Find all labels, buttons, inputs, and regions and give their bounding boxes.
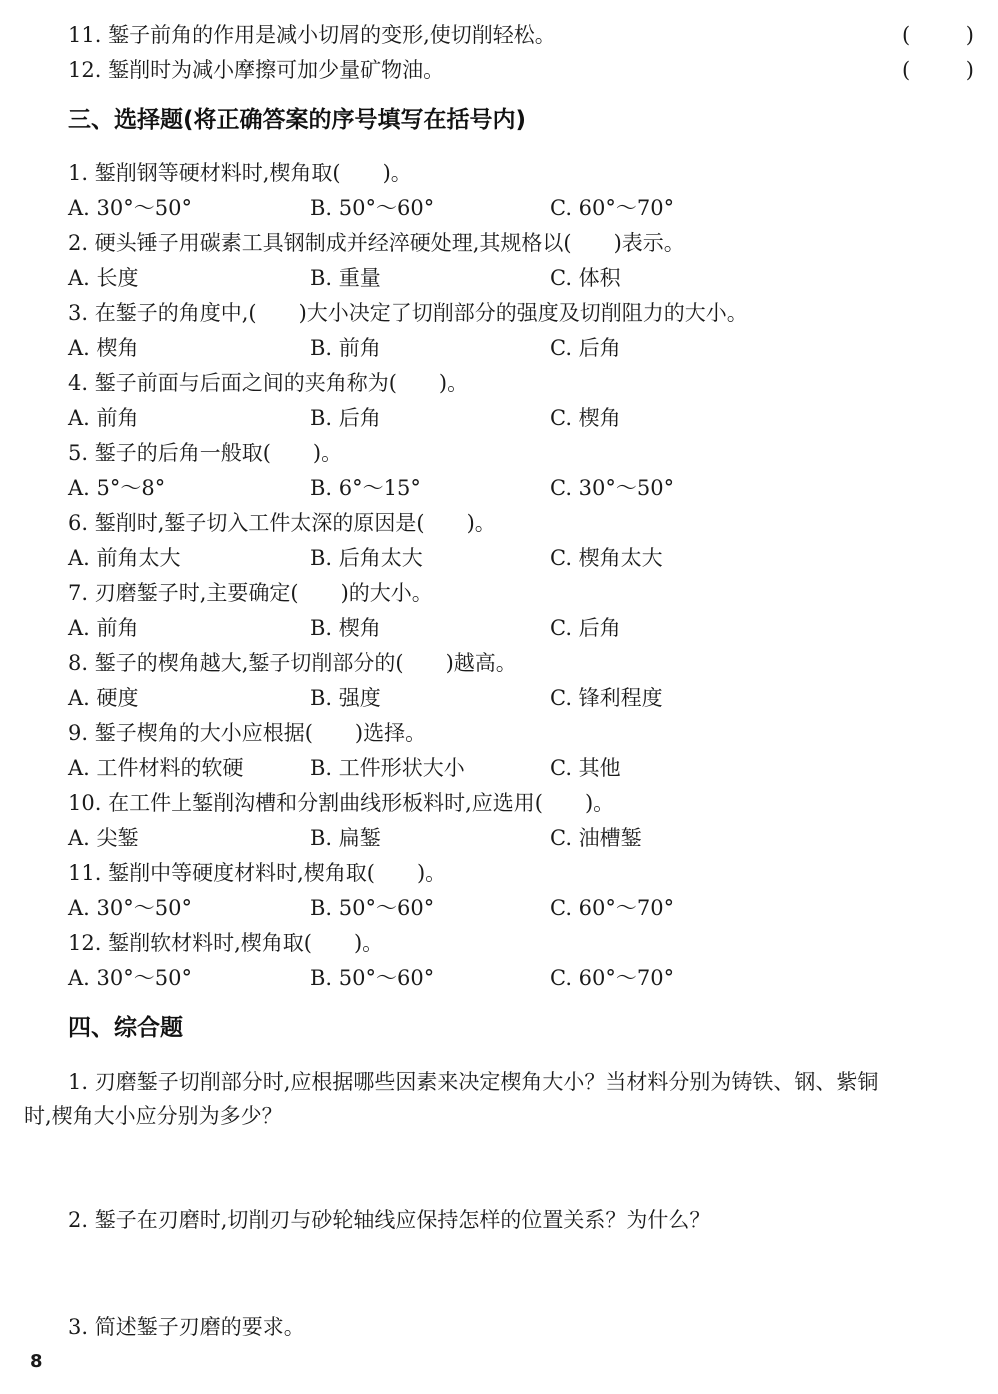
mc-option-a[interactable]: A. 硬度 xyxy=(68,686,139,710)
mc-question: 8. 錾子的楔角越大,錾子切削部分的( )越高。 xyxy=(68,651,517,675)
mc-question: 4. 錾子前面与后面之间的夹角称为( )。 xyxy=(68,371,469,395)
mc-option-b[interactable]: B. 重量 xyxy=(310,266,381,290)
mc-option-c[interactable]: C. 其他 xyxy=(550,756,621,780)
mc-question: 3. 在錾子的角度中,( )大小决定了切削部分的强度及切削阻力的大小。 xyxy=(68,301,748,325)
mc-option-b[interactable]: B. 扁錾 xyxy=(310,826,381,850)
mc-option-c[interactable]: C. 油槽錾 xyxy=(550,826,642,850)
mc-option-b[interactable]: B. 6°～15° xyxy=(310,476,421,500)
mc-option-c[interactable]: C. 楔角 xyxy=(550,406,621,430)
paren-close: ) xyxy=(965,58,974,82)
mc-option-a[interactable]: A. 尖錾 xyxy=(68,826,139,850)
mc-question: 9. 錾子楔角的大小应根据( )选择。 xyxy=(68,721,427,745)
mc-option-c[interactable]: C. 30°～50° xyxy=(550,476,675,500)
mc-option-a[interactable]: A. 30°～50° xyxy=(68,966,192,990)
tf-answer-blank-11[interactable] xyxy=(902,20,974,50)
essay-question-1-continued: 时,楔角大小应分别为多少？ xyxy=(24,1104,283,1128)
mc-option-a[interactable]: A. 长度 xyxy=(68,266,139,290)
mc-question: 10. 在工件上錾削沟槽和分割曲线形板料时,应选用( )。 xyxy=(68,791,615,815)
mc-option-b[interactable]: B. 50°～60° xyxy=(310,896,435,920)
mc-option-b[interactable]: B. 50°～60° xyxy=(310,196,435,220)
mc-question: 12. 錾削软材料时,楔角取( )。 xyxy=(68,931,384,955)
tf-question-11: 11. 錾子前角的作用是减小切屑的变形,使切削轻松。 xyxy=(68,23,556,47)
tf-answer-blank-12[interactable] xyxy=(902,55,974,85)
mc-option-a[interactable]: A. 工件材料的软硬 xyxy=(68,756,244,780)
mc-question: 5. 錾子的后角一般取( )。 xyxy=(68,441,343,465)
mc-option-c[interactable]: C. 后角 xyxy=(550,336,621,360)
mc-option-b[interactable]: B. 工件形状大小 xyxy=(310,756,465,780)
mc-question: 11. 錾削中等硬度材料时,楔角取( )。 xyxy=(68,861,447,885)
mc-option-a[interactable]: A. 前角 xyxy=(68,616,139,640)
mc-question: 1. 錾削钢等硬材料时,楔角取( )。 xyxy=(68,161,412,185)
mc-option-c[interactable]: C. 锋利程度 xyxy=(550,686,663,710)
mc-option-a[interactable]: A. 5°～8° xyxy=(68,476,166,500)
mc-option-b[interactable]: B. 楔角 xyxy=(310,616,381,640)
section-title-multiple-choice: 三、选择题(将正确答案的序号填写在括号内) xyxy=(68,107,527,133)
mc-question: 7. 刃磨錾子时,主要确定( )的大小。 xyxy=(68,581,433,605)
page-number: 8 xyxy=(30,1351,43,1372)
mc-option-b[interactable]: B. 50°～60° xyxy=(310,966,435,990)
mc-option-c[interactable]: C. 60°～70° xyxy=(550,196,675,220)
essay-question-1: 1. 刃磨錾子切削部分时,应根据哪些因素来决定楔角大小？当材料分别为铸铁、钢、紫铜 xyxy=(68,1070,879,1094)
mc-option-b[interactable]: B. 强度 xyxy=(310,686,381,710)
mc-option-a[interactable]: A. 30°～50° xyxy=(68,196,192,220)
paren-open: ( xyxy=(902,58,911,82)
paren-close: ) xyxy=(965,23,974,47)
mc-option-c[interactable]: C. 后角 xyxy=(550,616,621,640)
mc-option-b[interactable]: B. 前角 xyxy=(310,336,381,360)
mc-option-a[interactable]: A. 前角 xyxy=(68,406,139,430)
section-title-comprehensive: 四、综合题 xyxy=(68,1015,183,1041)
mc-option-c[interactable]: C. 楔角太大 xyxy=(550,546,663,570)
mc-option-c[interactable]: C. 60°～70° xyxy=(550,966,675,990)
mc-option-a[interactable]: A. 前角太大 xyxy=(68,546,181,570)
mc-option-b[interactable]: B. 后角 xyxy=(310,406,381,430)
mc-option-a[interactable]: A. 楔角 xyxy=(68,336,139,360)
mc-option-b[interactable]: B. 后角太大 xyxy=(310,546,423,570)
mc-question: 6. 錾削时,錾子切入工件太深的原因是( )。 xyxy=(68,511,496,535)
essay-question-3: 3. 简述錾子刃磨的要求。 xyxy=(68,1315,305,1339)
paren-open: ( xyxy=(902,23,911,47)
mc-question: 2. 硬头锤子用碳素工具钢制成并经淬硬处理,其规格以( )表示。 xyxy=(68,231,685,255)
essay-question-2: 2. 錾子在刃磨时,切削刃与砂轮轴线应保持怎样的位置关系？为什么？ xyxy=(68,1208,711,1232)
mc-option-a[interactable]: A. 30°～50° xyxy=(68,896,192,920)
mc-option-c[interactable]: C. 体积 xyxy=(550,266,621,290)
mc-option-c[interactable]: C. 60°～70° xyxy=(550,896,675,920)
tf-question-12: 12. 錾削时为减小摩擦可加少量矿物油。 xyxy=(68,58,445,82)
